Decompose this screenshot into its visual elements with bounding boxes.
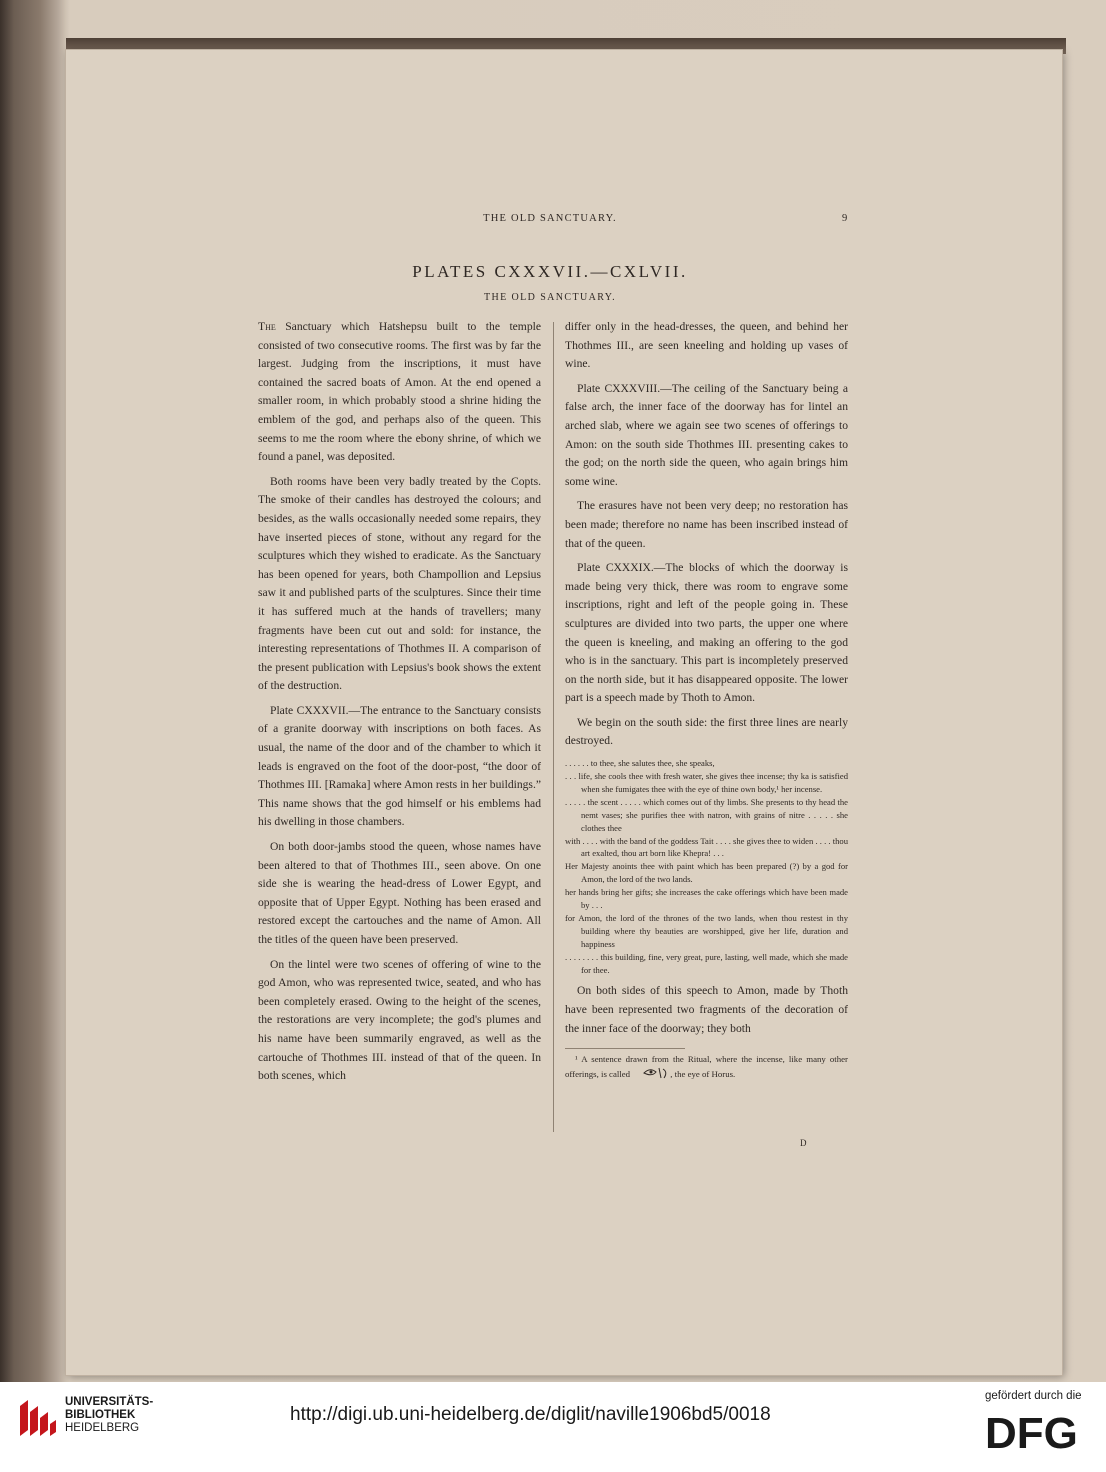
dfg-logo-icon [985, 1410, 1091, 1454]
translation-line: for Amon, the lord of the thrones of the two lands, when thou restest in thy building where thy beauties are worshipped, give her life, duration and happiness [565, 912, 848, 949]
page-number: 9 [842, 213, 848, 224]
translation-line: . . . . . . . . this building, fine, very great, pure, lasting, well made, which she made for thee. [565, 951, 848, 975]
translation-block [565, 757, 848, 976]
lead-word: The [258, 320, 276, 333]
translation-line: with . . . . with the band of the goddess Tait . . . . she gives thee to widen . . . . thou art exalted, thou art born like Khepra! . . . [565, 835, 848, 859]
paragraph: On the lintel were two scenes of offering of wine to the god Amon, who was represented twice, seated, and who has been completely erased. Owing to the height of the scenes, the restorations are very incomplete; the god's plumes and his name have been summarily engraved, as well as the cartouche of Thothmes III. instead of that of the queen. In both scenes, which [258, 957, 541, 1083]
paragraph: Plate CXXXVII.—The entrance to the Sanctuary consists of a granite doorway with inscriptions on both faces. As usual, the name of the door and of the chamber to which it leads is engraved on the foot of the door-post, “the door of Thothmes III. [Ramaka] where Amon rests in her buildings.” This name shows that the god himself or his emblems had his dwelling in those chambers. [258, 703, 541, 829]
institution-line: UNIVERSITÄTS- [65, 1396, 154, 1408]
institution-line: HEIDELBERG [65, 1422, 140, 1434]
paragraph: differ only in the head-dresses, the queen, and behind her Thothmes III., are seen kneeling and holding up vases of wine. [565, 320, 848, 371]
signature-mark: D [800, 1138, 807, 1148]
translation-line: . . . life, she cools thee with fresh water, she gives thee incense; thy ka is satisfied when she fumigates thee with the eye of thine own body,¹ her incense. [565, 770, 848, 794]
translation-line: Her Majesty anoints thee with paint which has been prepared (?) by a god for Amon, the lord of the two lands. [565, 861, 848, 885]
paragraph-text: Sanctuary which Hatshepsu built to the temple consisted of two consecutive rooms. The first was by far the largest. Judging from the inscriptions, it must have contained the sacred boats of Amon. At the end opened a smaller room, in which probably stood a shrine hiding the emblem of the god, and perhaps also of the queen. This seems to me the room where the ebony shrine, of which we found a panel, was deposited. [258, 320, 541, 464]
translation-line: . . . . . . to thee, she salutes thee, she speaks, [565, 758, 715, 769]
page-sheet [66, 50, 1062, 1375]
plates-subtitle: THE OLD SANCTUARY. [484, 292, 616, 303]
footnote-text: ¹ A sentence drawn from the Ritual, where the incense, like many other offerings, is called [565, 1054, 848, 1080]
funding-note: gefördert durch die [985, 1390, 1082, 1402]
paragraph: The erasures have not been very deep; no restoration has been made; therefore no name has been inscribed instead of that of the queen. [565, 499, 848, 550]
university-logo-icon [14, 1396, 60, 1442]
paragraph: On both sides of this speech to Amon, made by Thoth have been represented two fragments of the decoration of the inner face of the doorway; they both [565, 984, 848, 1035]
plates-title: PLATES CXXXVII.—CXLVII. [412, 262, 688, 281]
running-head: THE OLD SANCTUARY. [483, 213, 617, 224]
footnote [565, 1053, 848, 1084]
footnote-text-end: , the eye of Horus. [670, 1069, 736, 1080]
paragraph: Plate CXXXIX.—The blocks of which the doorway is made being very thick, there was room to engrave some inscriptions, right and left of the people going in. These sculptures are divided into two parts, the upper one where the queen is kneeling, and making an offering to the god who is in the sanctuary. This part is incompletely preserved on the north side, but it has disappeared opposite. The lower part is a speech made by Thoth to Amon. [565, 561, 848, 705]
footer-bar [0, 1382, 1106, 1472]
hieroglyph-eye-icon [632, 1066, 670, 1084]
translation-line: . . . . . the scent . . . . . which comes out of thy limbs. She presents to thy head the nemt vases; she purifies thee with natron, with grains of nitre . . . . . she clothes thee [565, 796, 848, 833]
dfg-logo-text: DFG [985, 1410, 1078, 1454]
translation-line: her hands bring her gifts; she increases the cake offerings which have been made by . . . [565, 887, 848, 911]
institution-line: BIBLIOTHEK [65, 1409, 136, 1421]
footnote-rule [565, 1048, 848, 1084]
paragraph: On both door-jambs stood the queen, whose names have been altered to that of Thothmes III., seen above. On one side she is wearing the head-dress of Lower Egypt, and opposite that of Upper Egypt. Nothing has been erased and restored except the cartouches and the name of Amon. All the titles of the queen have been preserved. [258, 840, 541, 946]
column-divider [553, 322, 554, 1132]
paragraph: Both rooms have been very badly treated by the Copts. The smoke of their candles has destroyed the colours; and besides, as the walls occasionally needed some repairs, they have inserted pieces of stone, without any regard for the sculptures which they wished to eradicate. As the Sanctuary has been opened for years, both Champollion and Lepsius saw it and published parts of the sculptures. Since their time it has suffered much at the hands of travellers; many fragments have been cut out and sold: for instance, the interesting representations of Thothmes II. A comparison of the present publication with Lepsius's book shows the extent of the destruction. [258, 474, 541, 693]
permalink-url[interactable]: http://digi.ub.uni-heidelberg.de/diglit/naville1906bd5/0018 [290, 1404, 771, 1425]
paragraph [258, 318, 541, 467]
left-column [258, 318, 541, 1092]
right-column [565, 318, 848, 1084]
paragraph: Plate CXXXVIII.—The ceiling of the Sanctuary being a false arch, the inner face of the doorway has for lintel an arched slab, where we again see two scenes of offerings to Amon: on the south side Thothmes III. presenting cakes to the god; on the north side the queen, who again brings him some wine. [565, 381, 848, 488]
institution-name [65, 1396, 153, 1435]
paragraph: We begin on the south side: the first three lines are nearly destroyed. [565, 715, 848, 748]
